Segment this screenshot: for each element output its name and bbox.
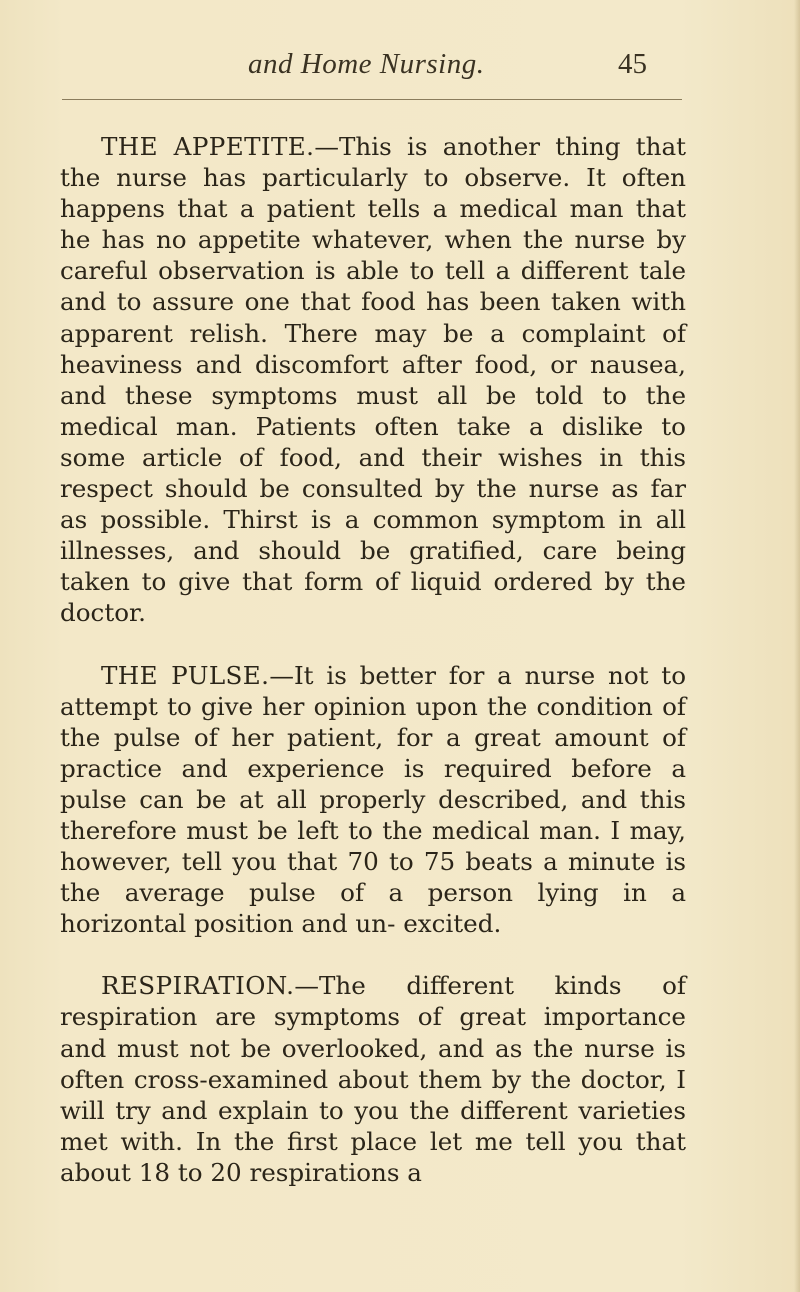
paragraph-appetite <box>60 131 686 629</box>
page-number: 45 <box>618 48 647 80</box>
running-title: and Home Nursing. <box>248 48 485 80</box>
section-heading-appetite: THE APPETITE. <box>101 132 315 161</box>
paragraph-text-pulse: —It is better for a nurse not to attempt to give her opinion upon the condition of the pulse of her patient, for a great amount of practice and experience is required before a pulse can be at all properly described, and this therefore must be left to the medical man. I may, however, tell you that 70 to 75 beats a minute is the average pulse of a person lying in a horizontal position and un- excited. <box>60 660 686 939</box>
body-text <box>60 131 686 1188</box>
paragraph-pulse <box>60 660 686 940</box>
header-rule <box>62 99 682 100</box>
paragraph-text-appetite: —This is another thing that the nurse has particularly to observe. It often happens that a patient tells a medical man that he has no appetite whatever, when the nurse by careful observation is able to tell a different tale and to assure one that food has been taken with apparent relish. There may be a complaint of heaviness and discomfort after food, or nausea, and these symptoms must all be told to the medical man. Patients often take a dislike to some article of food, and their wishes in this respect should be consulted by the nurse as far as possible. Thirst is a common symptom in all illnesses, and should be gratified, care being taken to give that form of liquid ordered by the doctor. <box>60 132 686 628</box>
section-heading-pulse: THE PULSE. <box>101 660 270 690</box>
paragraph-respiration <box>60 970 686 1188</box>
section-heading-respiration: RESPIRATION. <box>101 971 295 1001</box>
page-edge-shadow <box>794 0 800 1292</box>
paragraph-text-respiration: —The different kinds of respiration are symptoms of great importance and must not be overlooked, and as the nurse is often cross-examined about them by the doctor, I will try and explain to you the different varieties met with. In the first place let me tell you that about 18 to 20 respirations a <box>60 971 686 1187</box>
